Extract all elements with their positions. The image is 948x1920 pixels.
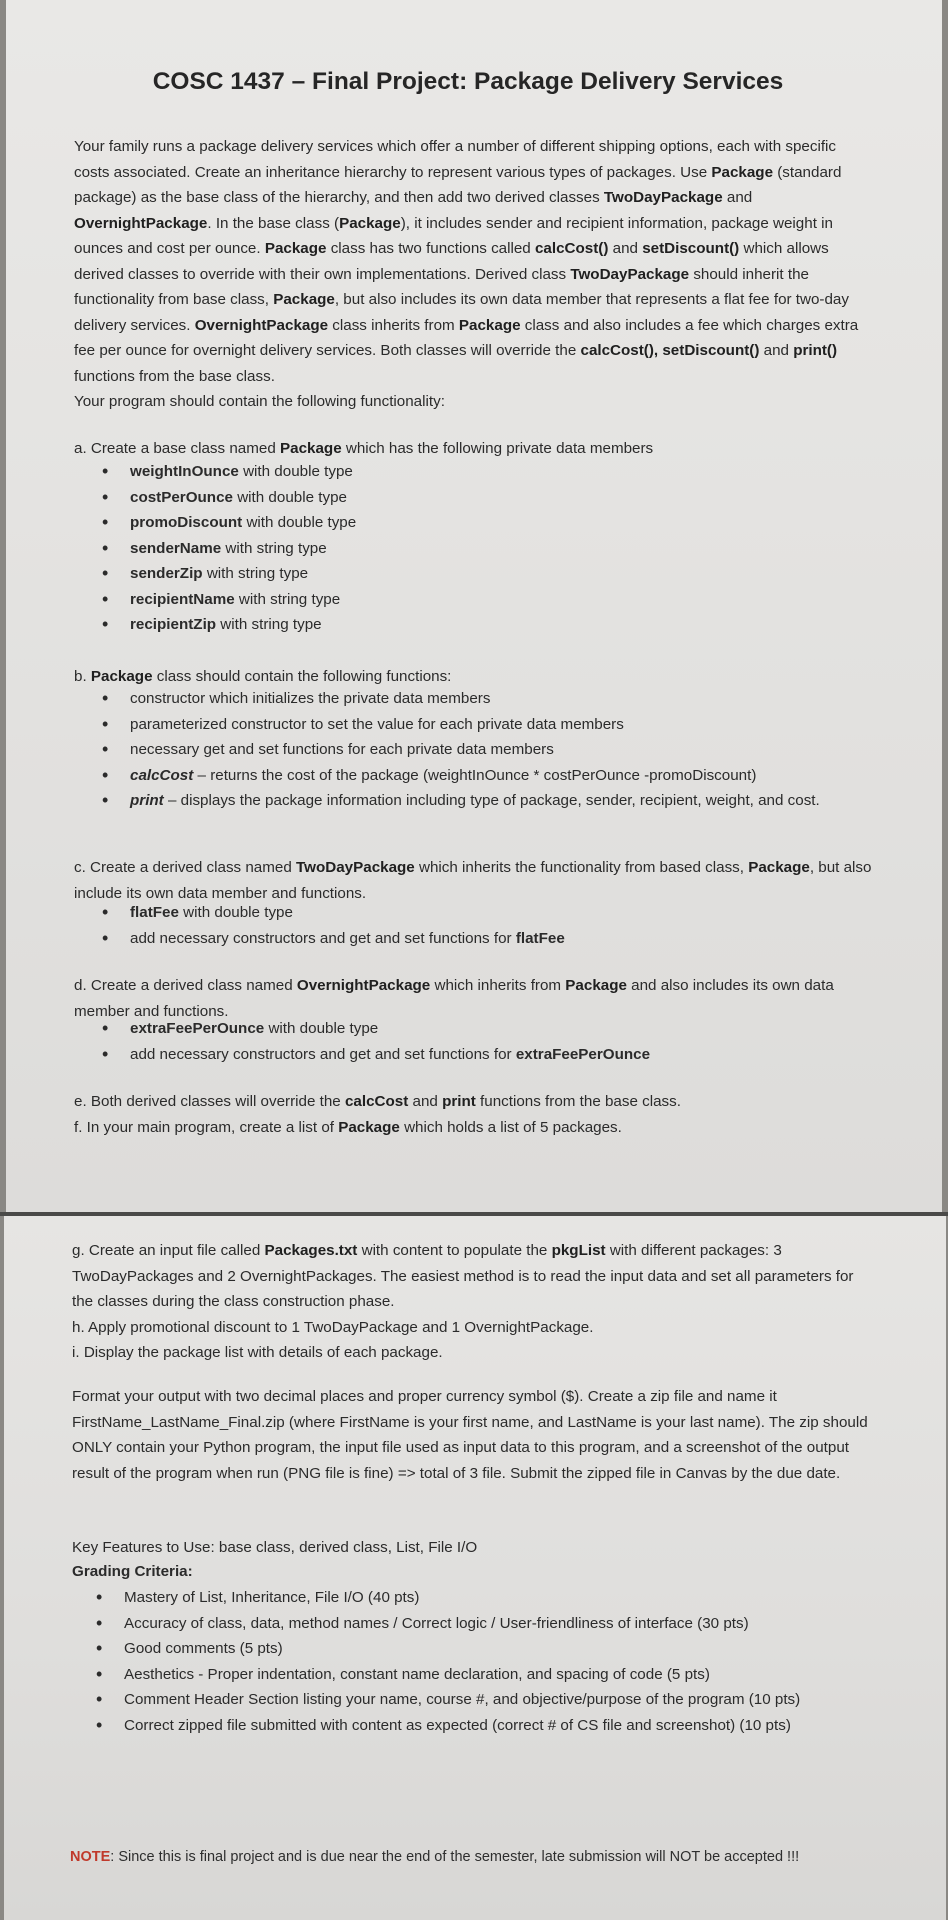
emphasis-text: Package [273,291,335,308]
section-ef [74,1089,874,1140]
emphasis-text: pkgList [551,1242,606,1259]
emphasis-text: calcCost(), setDiscount() [580,342,760,359]
emphasis-text: print [130,792,164,809]
data-member-item: • weightInOunce with double type [96,459,886,485]
emphasis-text: Packages.txt [264,1242,358,1259]
data-member-item: • costPerOunce with double type [96,485,886,511]
emphasis-text: flatFee [515,929,565,947]
late-submission-note [70,1845,870,1869]
functionality-line: Your program should contain the following functionality: [74,393,445,410]
emphasis-text: Package [748,859,810,876]
emphasis-text: OvernightPackage [194,316,329,334]
data-member-item: • recipientZip with string type [96,612,886,638]
emphasis-text: weightInOunce [130,463,239,480]
emphasis-text: OvernightPackage [296,977,431,994]
instruction-line: f. In your main program, create a list of Package which holds a list of 5 packages. [74,1118,622,1136]
derived-member-item: • add necessary constructors and get and set functions for extraFeePerOunce [96,1042,886,1068]
instruction-line: g. Create an input file called Packages.txt with content to populate the pkgList with different packages: 3 TwoDayPackages and 2 OvernightPackages. The easiest method is to read the input data and set all parameters for the classes during the class construction phase. [72,1242,854,1310]
emphasis-text: recipientZip [130,616,217,633]
emphasis-text: Package [90,668,153,685]
function-item: • necessary get and set functions for each private data members [96,737,886,763]
instruction-line: h. Apply promotional discount to 1 TwoDayPackage and 1 OvernightPackage. [72,1318,594,1336]
section-ghi [72,1238,872,1366]
emphasis-text: recipientName [130,590,235,608]
emphasis-text: Package [264,240,327,257]
emphasis-text: TwoDayPackage [570,265,690,283]
emphasis-text: calcCost() [534,240,609,257]
emphasis-text: calcCost [344,1093,409,1110]
emphasis-text: Package [280,440,342,457]
emphasis-text: Package [458,316,521,334]
emphasis-text: Package [711,163,774,181]
emphasis-text: print() [793,342,838,359]
section-c-list [96,900,886,951]
section-d-list [96,1016,886,1067]
grading-item: • Accuracy of class, data, method names / Correct logic / User-friendliness of interface (30 pts) [90,1611,880,1637]
instruction-line: e. Both derived classes will override the calcCost and print functions from the base class. [74,1093,681,1110]
grading-item: • Mastery of List, Inheritance, File I/O (40 pts) [90,1585,880,1611]
derived-member-item: • flatFee with double type [96,900,886,926]
emphasis-text: senderName [130,539,222,557]
emphasis-text: OvernightPackage [74,214,208,232]
emphasis-text: extraFeePerOunce [130,1020,265,1037]
instruction-line: i. Display the package list with details of each package. [72,1344,443,1361]
section-b-list [96,686,886,814]
key-features-line: Key Features to Use: base class, derived class, List, File I/O [72,1539,478,1556]
emphasis-text: Package [338,1118,400,1136]
function-item: • constructor which initializes the private data members [96,686,886,712]
grading-heading: Grading Criteria: [72,1563,193,1580]
grading-item: • Aesthetics - Proper indentation, constant name declaration, and spacing of code (5 pts) [90,1662,880,1688]
emphasis-text: calcCost [130,766,194,784]
note-text: : Since this is final project and is due near the end of the semester, late submission will NOT be accepted !!! [110,1849,800,1865]
data-member-item: • recipientName with string type [96,587,886,613]
function-item: • parameterized constructor to set the value for each private data members [96,712,886,738]
emphasis-text: TwoDayPackage [296,859,415,876]
grading-item: • Comment Header Section listing your name, course #, and objective/purpose of the program (10 pts) [90,1687,880,1713]
emphasis-text: costPerOunce [130,488,233,506]
section-c-heading: c. Create a derived class named TwoDayPackage which inherits the functionality from based class, Package, but also include its own data member and functions. [74,859,872,902]
format-paragraph: Format your output with two decimal places and proper currency symbol ($). Create a zip file and name it FirstName_LastName_Final.zip (where FirstName is your first name, and LastName is your last name). The zip should ONLY contain your Python program, the input file used as input data to this program, and a screenshot of the output result of the program when run (PNG file is fine) => total of 3 file. Submit the zipped file in Canvas by the due date. [72,1388,868,1482]
section-b-heading: b. Package class should contain the following functions: [74,668,452,685]
emphasis-text: extraFeePerOunce [515,1045,651,1063]
emphasis-text: Package [565,977,627,994]
emphasis-text: print [442,1093,476,1110]
emphasis-text: promoDiscount [130,514,243,531]
section-a-list [96,459,886,638]
document-title: COSC 1437 – Final Project: Package Delivery Services [152,68,784,95]
emphasis-text: senderZip [130,565,203,582]
section-a-heading: a. Create a base class named Package which has the following private data members [74,440,654,457]
note-label: NOTE [70,1849,111,1865]
function-item: • calcCost – returns the cost of the package (weightInOunce * costPerOunce -promoDiscount) [96,763,886,789]
derived-member-item: • extraFeePerOunce with double type [96,1016,886,1042]
grading-item: • Good comments (5 pts) [90,1636,880,1662]
emphasis-text: setDiscount() [642,240,740,257]
emphasis-text: Package [339,214,401,232]
data-member-item: • promoDiscount with double type [96,510,886,536]
data-member-item: • senderZip with string type [96,561,886,587]
grading-criteria-list [90,1585,880,1738]
derived-member-item: • add necessary constructors and get and set functions for flatFee [96,926,886,952]
data-member-item: • senderName with string type [96,536,886,562]
emphasis-text: TwoDayPackage [603,189,723,206]
function-item: • print – displays the package information including type of package, sender, recipient, weight, and cost. [96,788,886,814]
intro-paragraph: Your family runs a package delivery services which offer a number of different shipping options, each with specific costs associated. Create an inheritance hierarchy to represent various types of packages. Use Package (standard package) as the base class of the hierarchy, and then add two derived classes TwoDayPackage and OvernightPackage. In the base class (Package), it includes sender and recipient information, package weight in ounces and cost per ounce. Package class has two functions called calcCost() and setDiscount() which allows derived classes to override with their own implementations. Derived class TwoDayPackage should inherit the functionality from base class, Package, but also includes its own data member that represents a flat fee for two-day delivery services. OvernightPackage class inherits from Package class and also includes a fee which charges extra fee per ounce for overnight delivery services. Both classes will override the calcCost(), setDiscount() and print() functions from the base class. [74,138,859,385]
section-d-heading: d. Create a derived class named OvernightPackage which inherits from Package and also includes its own data member and functions. [74,977,834,1020]
emphasis-text: flatFee [130,904,179,921]
grading-item: • Correct zipped file submitted with content as expected (correct # of CS file and screenshot) (10 pts) [90,1713,880,1739]
